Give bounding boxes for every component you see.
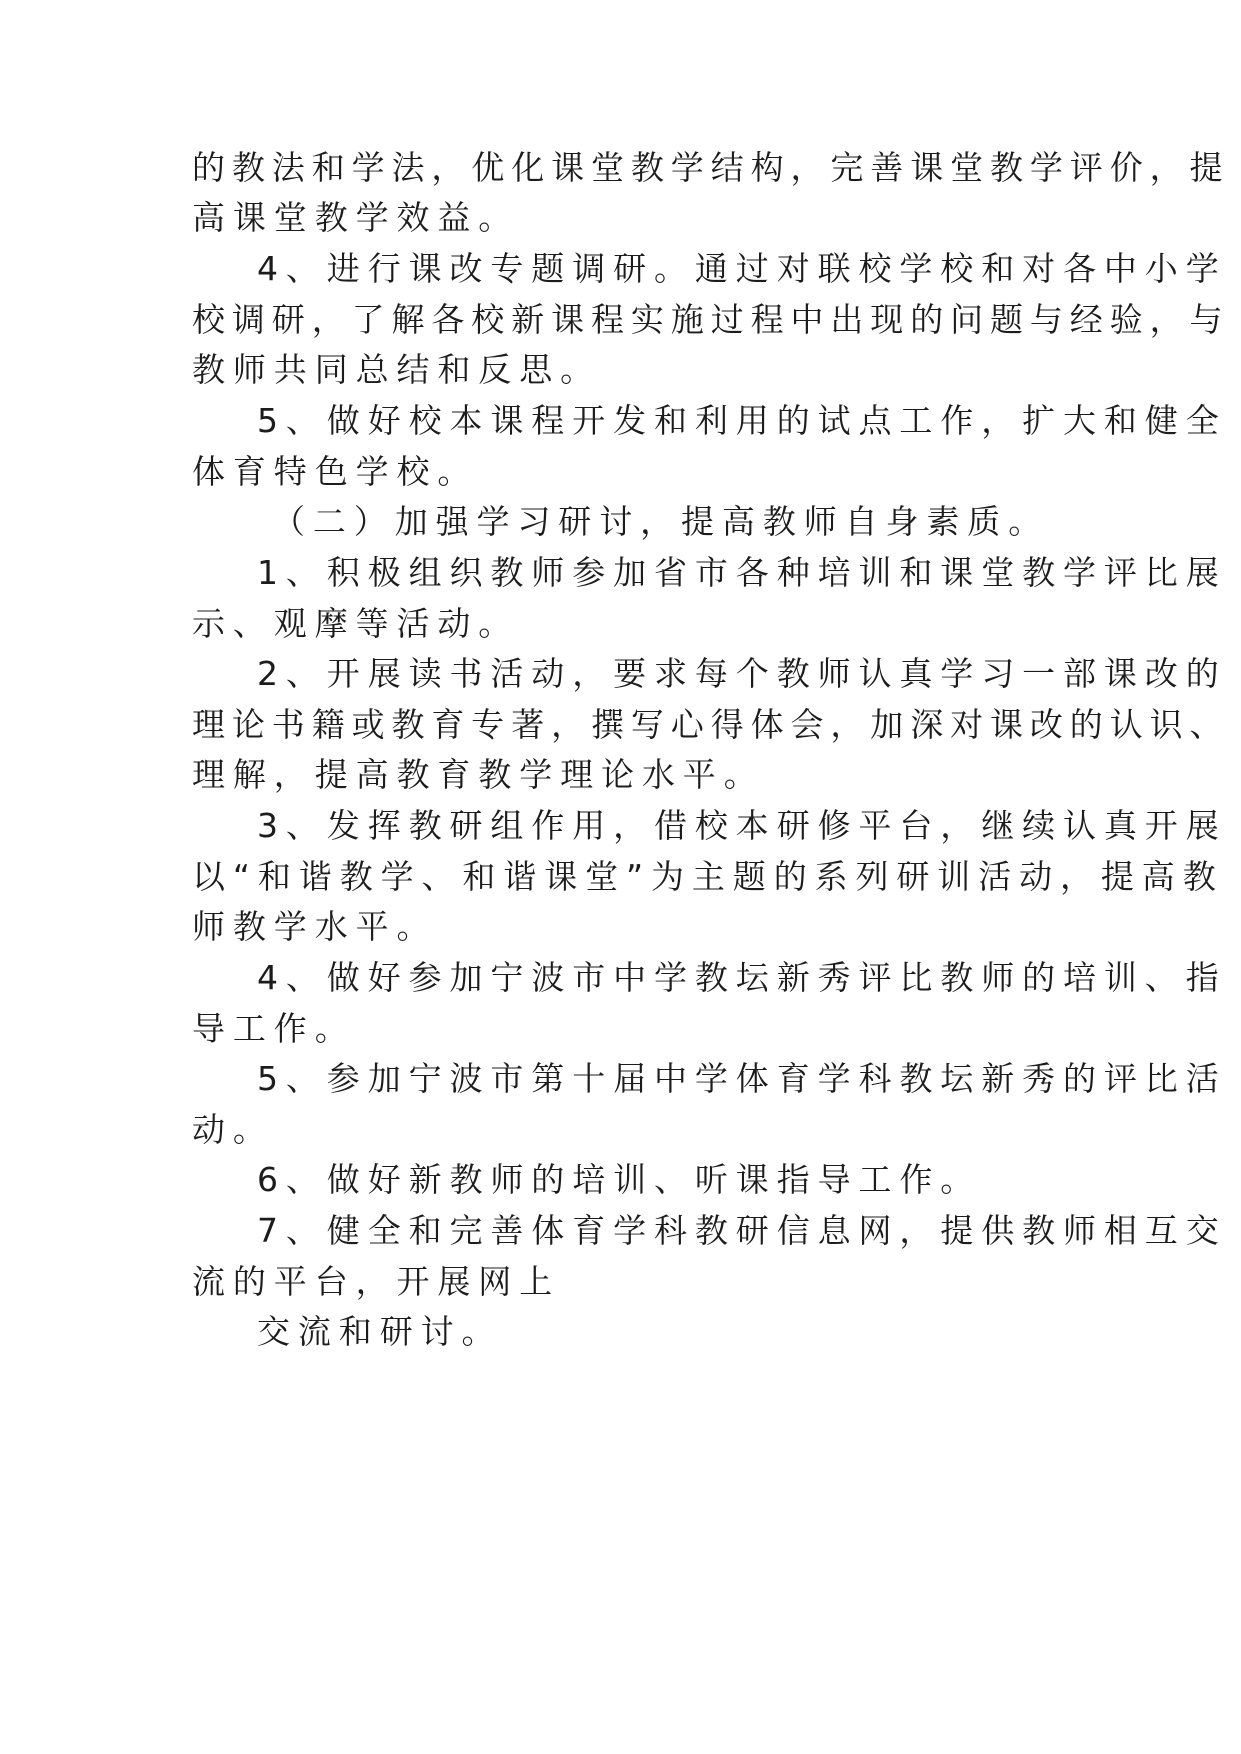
text-line: 4、进行课改专题调研。通过对联校学校和对各中小学	[257, 249, 1227, 288]
text-line: 流的平台，开展网上	[192, 1262, 561, 1301]
text-line: 3、发挥教研组作用，借校本研修平台，继续认真开展	[257, 806, 1227, 845]
text-line: 师教学水平。	[192, 907, 438, 946]
text-line: 体育特色学校。	[192, 452, 479, 491]
text-line: 6、做好新教师的培训、听课指导工作。	[257, 1160, 982, 1199]
section-heading: （二）加强学习研讨，提高教师自身素质。	[272, 502, 1050, 541]
text-line: 4、做好参加宁波市中学教坛新秀评比教师的培训、指	[257, 958, 1227, 997]
text-line: 示、观摩等活动。	[192, 604, 520, 643]
text-line: 理论书籍或教育专著，撰写心得体会，加深对课改的认识、	[192, 705, 1230, 744]
text-line: 7、健全和完善体育学科教研信息网，提供教师相互交	[257, 1211, 1227, 1250]
text-line: 高课堂教学效益。	[192, 198, 520, 237]
text-line: 以“和谐教学、和谐课堂”为主题的系列研训活动，提高教	[192, 857, 1224, 896]
text-line: 校调研，了解各校新课程实施过程中出现的问题与经验，与	[192, 300, 1230, 339]
text-line: 导工作。	[192, 1009, 356, 1048]
text-line: 动。	[192, 1110, 274, 1149]
text-line: 5、参加宁波市第十届中学体育学科教坛新秀的评比活	[257, 1059, 1227, 1098]
text-line: 交流和研讨。	[257, 1312, 503, 1351]
text-line: 的教法和学法，优化课堂教学结构，完善课堂教学评价，提	[192, 148, 1230, 187]
text-line: 2、开展读书活动，要求每个教师认真学习一部课改的	[257, 654, 1227, 693]
text-line: 5、做好校本课程开发和利用的试点工作，扩大和健全	[257, 401, 1227, 440]
text-line: 教师共同总结和反思。	[192, 350, 601, 389]
text-line: 理解，提高教育教学理论水平。	[192, 755, 765, 794]
text-line: 1、积极组织教师参加省市各种培训和课堂教学评比展	[257, 553, 1227, 592]
